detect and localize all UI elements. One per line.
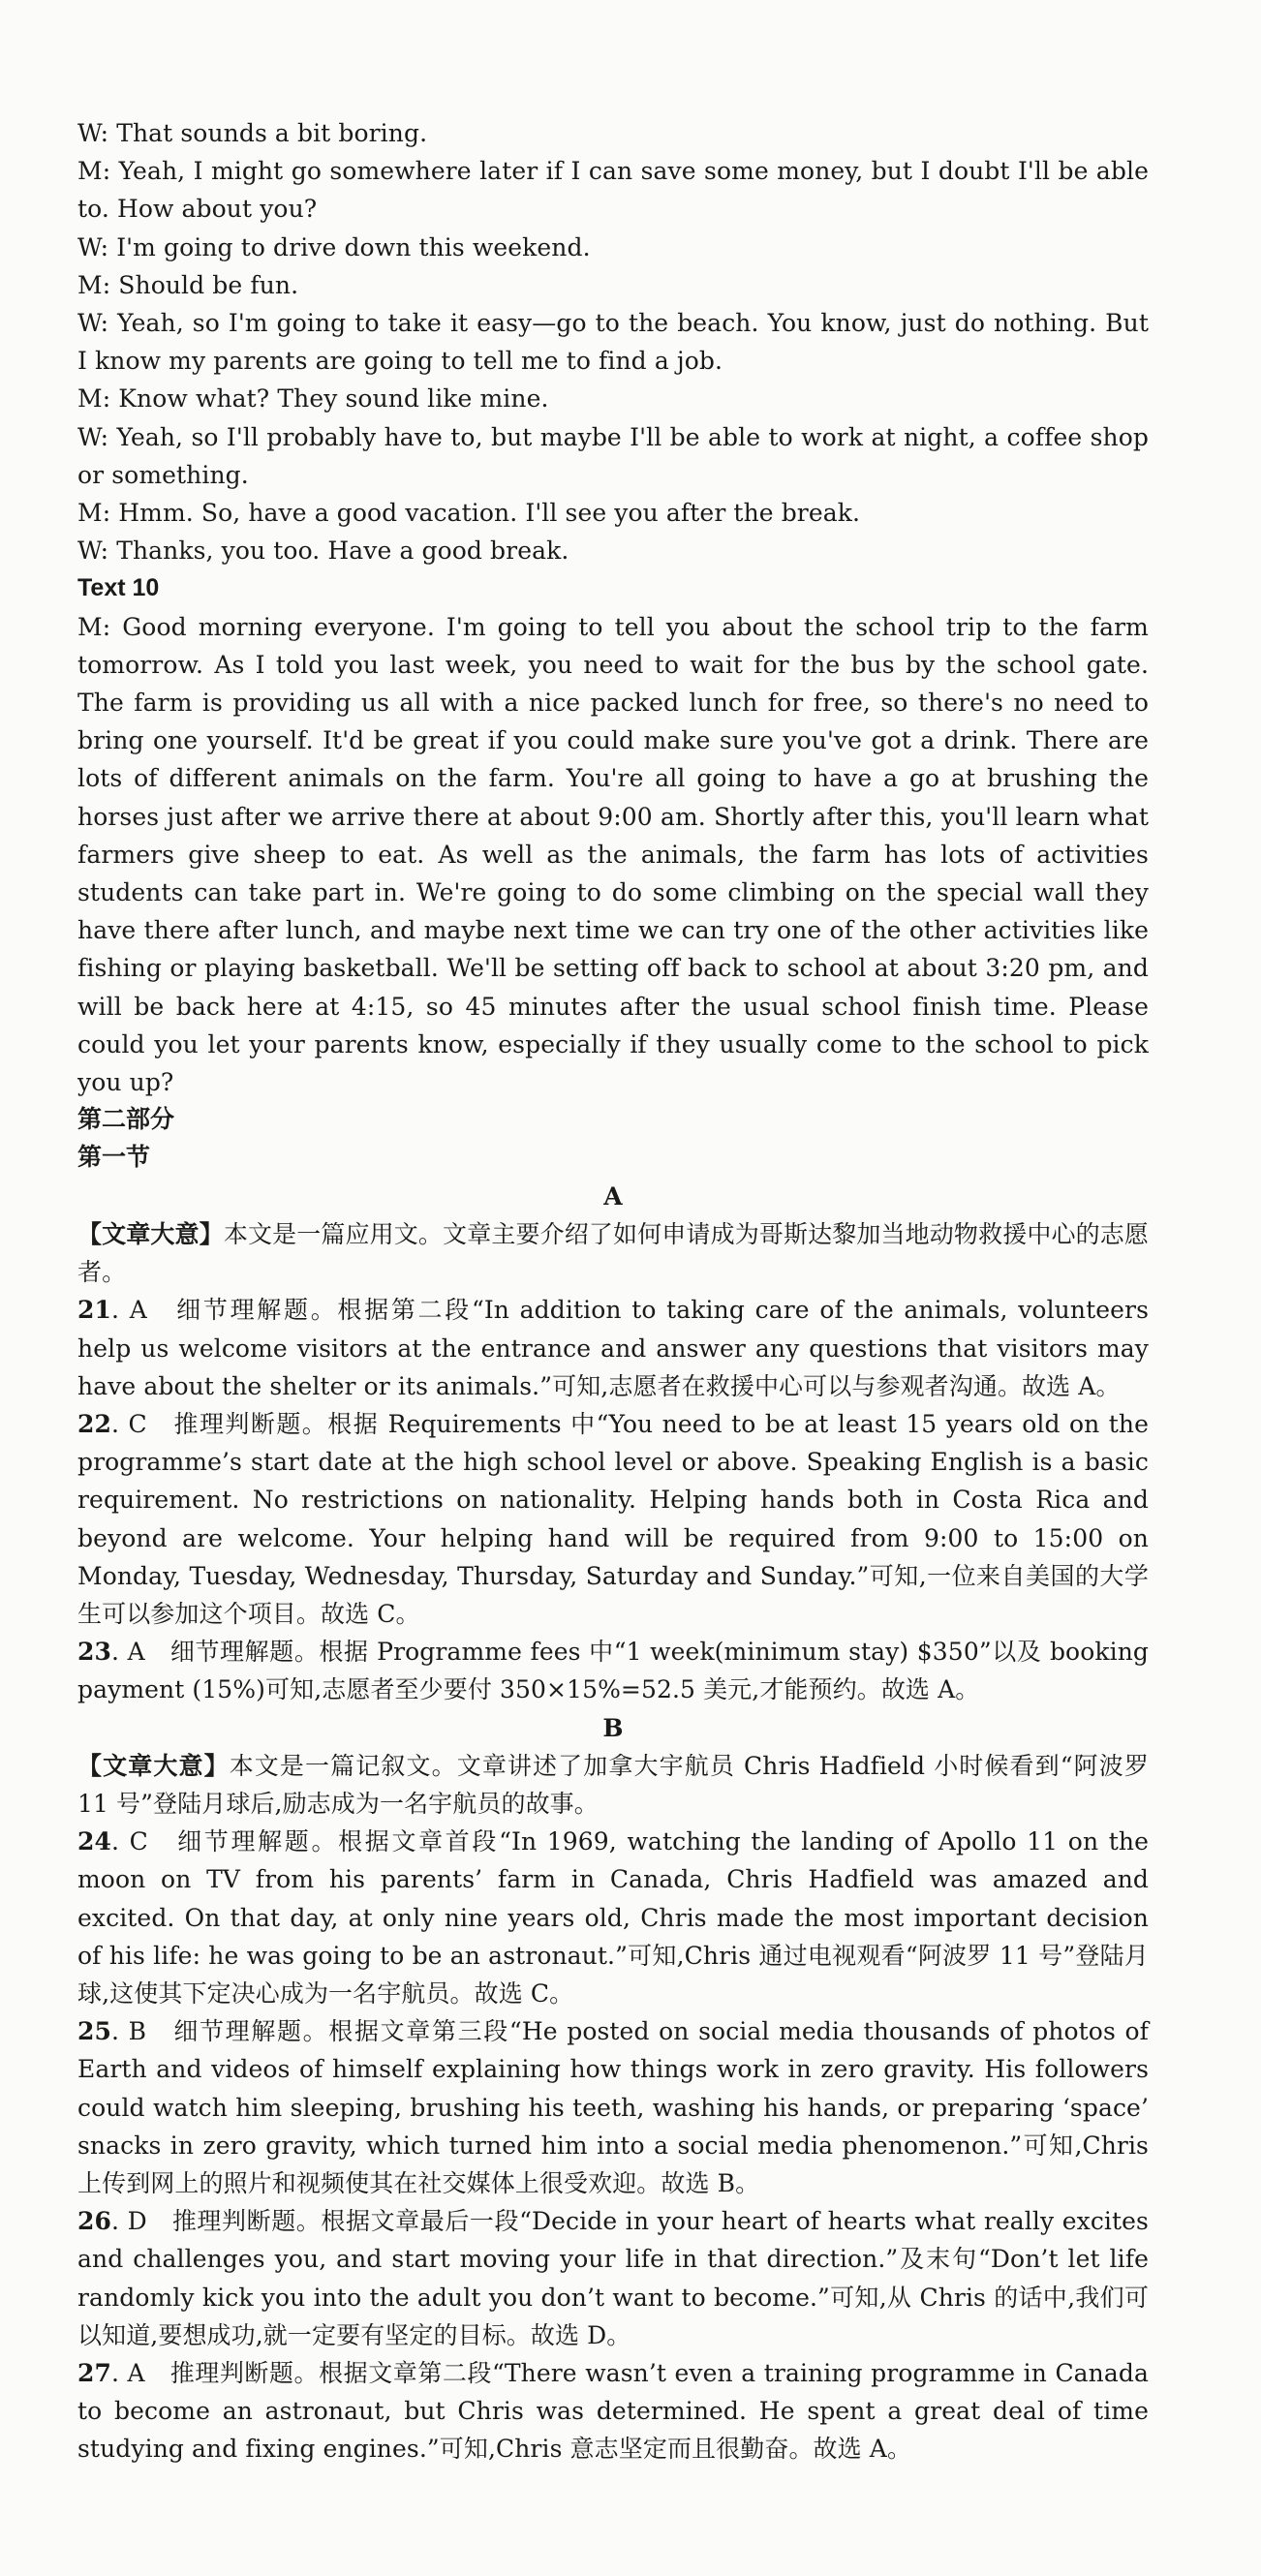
question-number: 23 xyxy=(77,1638,111,1667)
answer-text: . C 细节理解题。根据文章首段“In 1969, watching the landing of Apollo 11 on the moon on TV from his parents’ farm in Canada, Chris Hadfield was amazed and excited. On that day, at only nine years old, Chris made the most important decision of his life: he was going to be an astronaut.”可知,Chris 通过电视观看“阿波罗 11 号”登陆月球,这使其下定决心成为一名宇航员。故选 C。 xyxy=(77,1827,1149,2008)
question-number: 25 xyxy=(77,2017,111,2046)
answer-item xyxy=(77,2202,1149,2354)
dialogue-line: W: That sounds a bit boring. xyxy=(77,119,428,147)
answer-item xyxy=(77,2354,1149,2469)
summary-tag: 【文章大意】 xyxy=(77,1751,230,1780)
dialogue-line: M: Yeah, I might go somewhere later if I can save some money, but I doubt I'll be able to. How about you? xyxy=(77,157,1149,224)
question-number: 21 xyxy=(77,1296,111,1325)
answer-item xyxy=(77,2012,1149,2202)
section-b-letter: B xyxy=(602,1713,624,1742)
summary-tag: 【文章大意】 xyxy=(77,1219,224,1248)
answer-text: . A 细节理解题。根据第二段“In addition to taking care of the animals, volunteers help us welcome visitors at the entrance and answer any questions that visitors may have about the shelter or its animals.”可知,志愿者在救援中心可以与参观者沟通。故选 A。 xyxy=(77,1296,1149,1400)
part2-title: 第二部分 xyxy=(77,1106,175,1134)
section1-title: 第一节 xyxy=(77,1144,151,1172)
section-b-summary xyxy=(77,1747,1149,1823)
section-a-summary xyxy=(77,1215,1149,1291)
dialogue-line: W: I'm going to drive down this weekend. xyxy=(77,232,591,261)
answer-text: . A 推理判断题。根据文章第二段“There wasn’t even a training programme in Canada to become an astronaut, but Chris was determined. He spent a great deal of time studying and fixing engines.”可知,Chris 意志坚定而且很勤奋。故选 A。 xyxy=(77,2358,1149,2464)
dialogue-line: M: Should be fun. xyxy=(77,270,299,299)
answer-item xyxy=(77,1291,1149,1405)
dialogue-line: W: Yeah, so I'm going to take it easy—go to the beach. You know, just do nothing. But I know my parents are going to tell me to find a job. xyxy=(77,309,1149,376)
summary-text: 本文是一篇应用文。文章主要介绍了如何申请成为哥斯达黎加当地动物救援中心的志愿者。 xyxy=(77,1219,1149,1287)
answer-text: . C 推理判断题。根据 Requirements 中“You need to be at least 15 years old on the programme’s start date at the high school level or above. Speaking English is a basic requirement. No restrictions on nationality. Helping hands both in Costa Rica and beyond are welcome. Your helping hand will be required from 9:00 to 15:00 on Monday, Tuesday, Wednesday, Thursday, Saturday and Sunday.”可知,一位来自美国的大学生可以参加这个项目。故选 C。 xyxy=(77,1409,1149,1628)
summary-text: 本文是一篇记叙文。文章讲述了加拿大宇航员 Chris Hadfield 小时候看到“阿波罗 11 号”登陆月球后,励志成为一名宇航员的故事。 xyxy=(77,1751,1149,1818)
question-number: 24 xyxy=(77,1827,111,1856)
section-a-letter: A xyxy=(603,1181,623,1211)
answer-text: . B 细节理解题。根据文章第三段“He posted on social media thousands of photos of Earth and videos of himself explaining how things work in zero gravity. His followers could watch him sleeping, brushing his teeth, washing his hands, or preparing ‘space’ snacks in zero gravity, which turned him into a social media phenomenon.”可知,Chris 上传到网上的照片和视频使其在社交媒体上很受欢迎。故选 B。 xyxy=(77,2017,1149,2197)
dialogue-line: M: Know what? They sound like mine. xyxy=(77,384,549,414)
dialogue-line: M: Hmm. So, have a good vacation. I'll see you after the break. xyxy=(77,499,861,528)
question-number: 22 xyxy=(77,1409,111,1438)
text10-title: Text 10 xyxy=(77,574,160,602)
dialogue-line: W: Yeah, so I'll probably have to, but maybe I'll be able to work at night, a coffee shop or something. xyxy=(77,422,1149,489)
question-number: 27 xyxy=(77,2358,111,2387)
answer-text: . D 推理判断题。根据文章最后一段“Decide in your heart of hearts what really excites and challenges you, and start moving your life in that direction.”及末句“Don’t let life randomly kick you into the adult you don’t want to become.”可知,从 Chris 的话中,我们可以知道,要想成功,就一定要有坚定的目标。故选 D。 xyxy=(77,2207,1149,2349)
dialogue-line: W: Thanks, you too. Have a good break. xyxy=(77,537,569,566)
answer-item xyxy=(77,1405,1149,1633)
question-number: 26 xyxy=(77,2207,111,2236)
text10-body: M: Good morning everyone. I'm going to tell you about the school trip to the farm tomorrow. As I told you last week, you need to wait for the bus by the school gate. The farm is providing us all with a nice packed lunch for free, so there's no need to bring one yourself. It'd be great if you could make sure you've got a drink. There are lots of different animals on the farm. You're all going to have a go at brushing the horses just after we arrive there at about 9:00 am. Shortly after this, you'll learn what farmers give sheep to eat. As well as the animals, the farm has lots of activities students can take part in. We're going to do some climbing on the special wall they have there after lunch, and maybe next time we can try one of the other activities like fishing or playing basketball. We'll be setting off back to school at about 3:20 pm, and will be back here at 4:15, so 45 minutes after the usual school finish time. Please could you let your parents know, especially if they usually come to the school to pick you up? xyxy=(77,612,1149,1097)
answer-text: . A 细节理解题。根据 Programme fees 中“1 week(minimum stay) $350”以及 booking payment (15%)可知,志愿者至少要付 350×15%=52.5 美元,才能预约。故选 A。 xyxy=(77,1638,1149,1704)
answer-item xyxy=(77,1823,1149,2012)
answer-item xyxy=(77,1633,1149,1708)
